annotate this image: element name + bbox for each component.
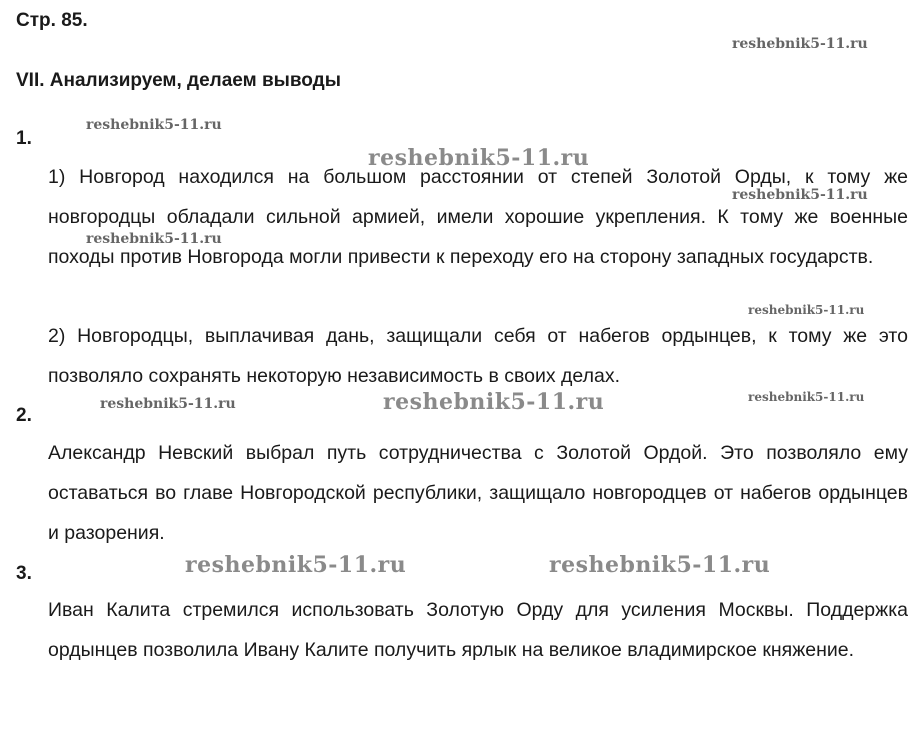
question-number-1: 1. bbox=[16, 128, 32, 149]
watermark: reshebnik5-11.ru bbox=[748, 303, 865, 317]
question-number-3: 3. bbox=[16, 563, 32, 584]
section-title: VII. Анализируем, делаем выводы bbox=[16, 70, 341, 91]
question-1-paragraph-1: 1) Новгород находился на большом расстоянии от степей Золотой Орды, к тому же новгородцы обладали сильной армией, имели хорошие укрепления. К тому же военные походы против Новгорода могли привести к переходу его на сторону западных государств. bbox=[48, 166, 908, 268]
question-number-2: 2. bbox=[16, 405, 32, 426]
watermark: reshebnik5-11.ru bbox=[100, 396, 236, 412]
watermark: reshebnik5-11.ru bbox=[748, 390, 865, 404]
question-1-paragraph-2: 2) Новгородцы, выплачивая дань, защищали себя от набегов ордынцев, к тому же это позволяло сохранять некоторую независимость в своих делах. bbox=[48, 325, 908, 387]
watermark: reshebnik5-11.ru bbox=[549, 552, 771, 578]
watermark: reshebnik5-11.ru bbox=[86, 231, 222, 247]
watermark: reshebnik5-11.ru bbox=[732, 36, 868, 52]
watermark: reshebnik5-11.ru bbox=[86, 117, 222, 133]
question-3-paragraph-1: Иван Калита стремился использовать Золотую Орду для усиления Москвы. Поддержка ордынцев позволила Ивану Калите получить ярлык на великое владимирское княжение. bbox=[48, 599, 908, 661]
watermark: reshebnik5-11.ru bbox=[732, 187, 868, 203]
question-2-paragraph-1: Александр Невский выбрал путь сотрудничества с Золотой Ордой. Это позволяло ему оставаться во главе Новгородской республики, защищало новгородцев от набегов ордынцев и разорения. bbox=[48, 442, 908, 544]
watermark: reshebnik5-11.ru bbox=[368, 145, 590, 171]
watermark: reshebnik5-11.ru bbox=[383, 389, 605, 415]
watermark: reshebnik5-11.ru bbox=[185, 552, 407, 578]
page-label: Стр. 85. bbox=[16, 10, 88, 31]
